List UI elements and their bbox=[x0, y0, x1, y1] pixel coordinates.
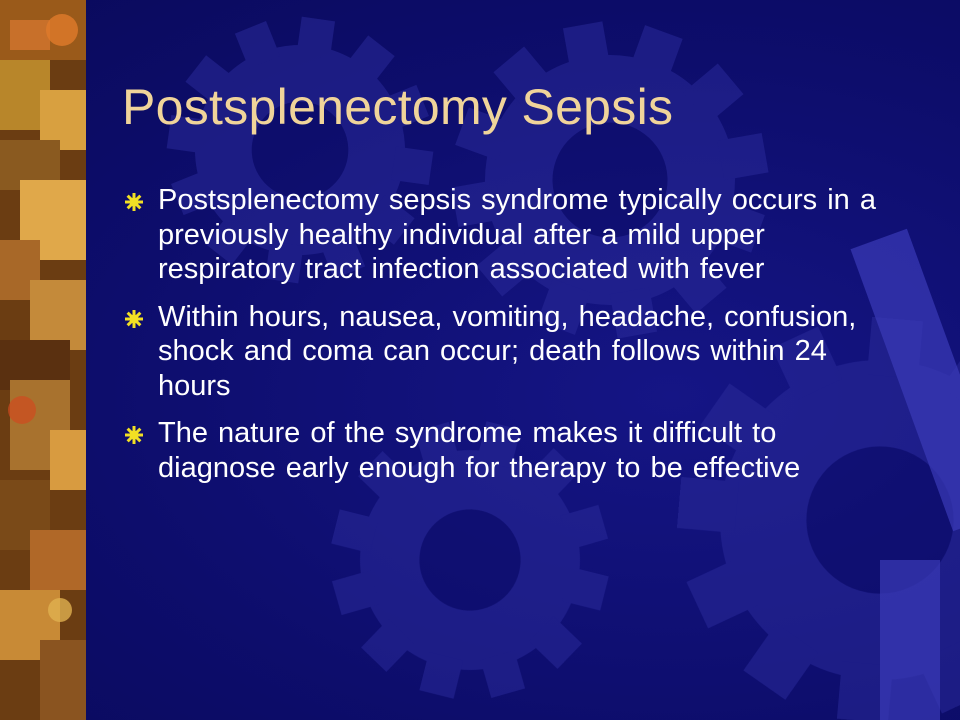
bullet-text: The nature of the syndrome makes it difficult to diagnose early enough for therapy to be effective bbox=[158, 417, 801, 484]
bullet-item bbox=[124, 183, 904, 287]
yellow-starburst-icon bbox=[124, 425, 144, 445]
yellow-starburst-icon bbox=[124, 309, 144, 329]
bullet-list bbox=[124, 183, 904, 498]
bullet-item bbox=[124, 416, 904, 485]
bullet-text: Within hours, nausea, vomiting, headache, confusion, shock and coma can occur; death follows within 24 hours bbox=[158, 300, 857, 402]
bullet-item bbox=[124, 300, 904, 404]
bullet-text: Postsplenectomy sepsis syndrome typically occurs in a previously healthy individual after a mild upper respiratory tract infection associated with fever bbox=[158, 184, 876, 285]
decorative-side-strip bbox=[0, 0, 86, 720]
yellow-starburst-icon bbox=[124, 192, 144, 212]
slide-title: Postsplenectomy Sepsis bbox=[122, 79, 674, 135]
